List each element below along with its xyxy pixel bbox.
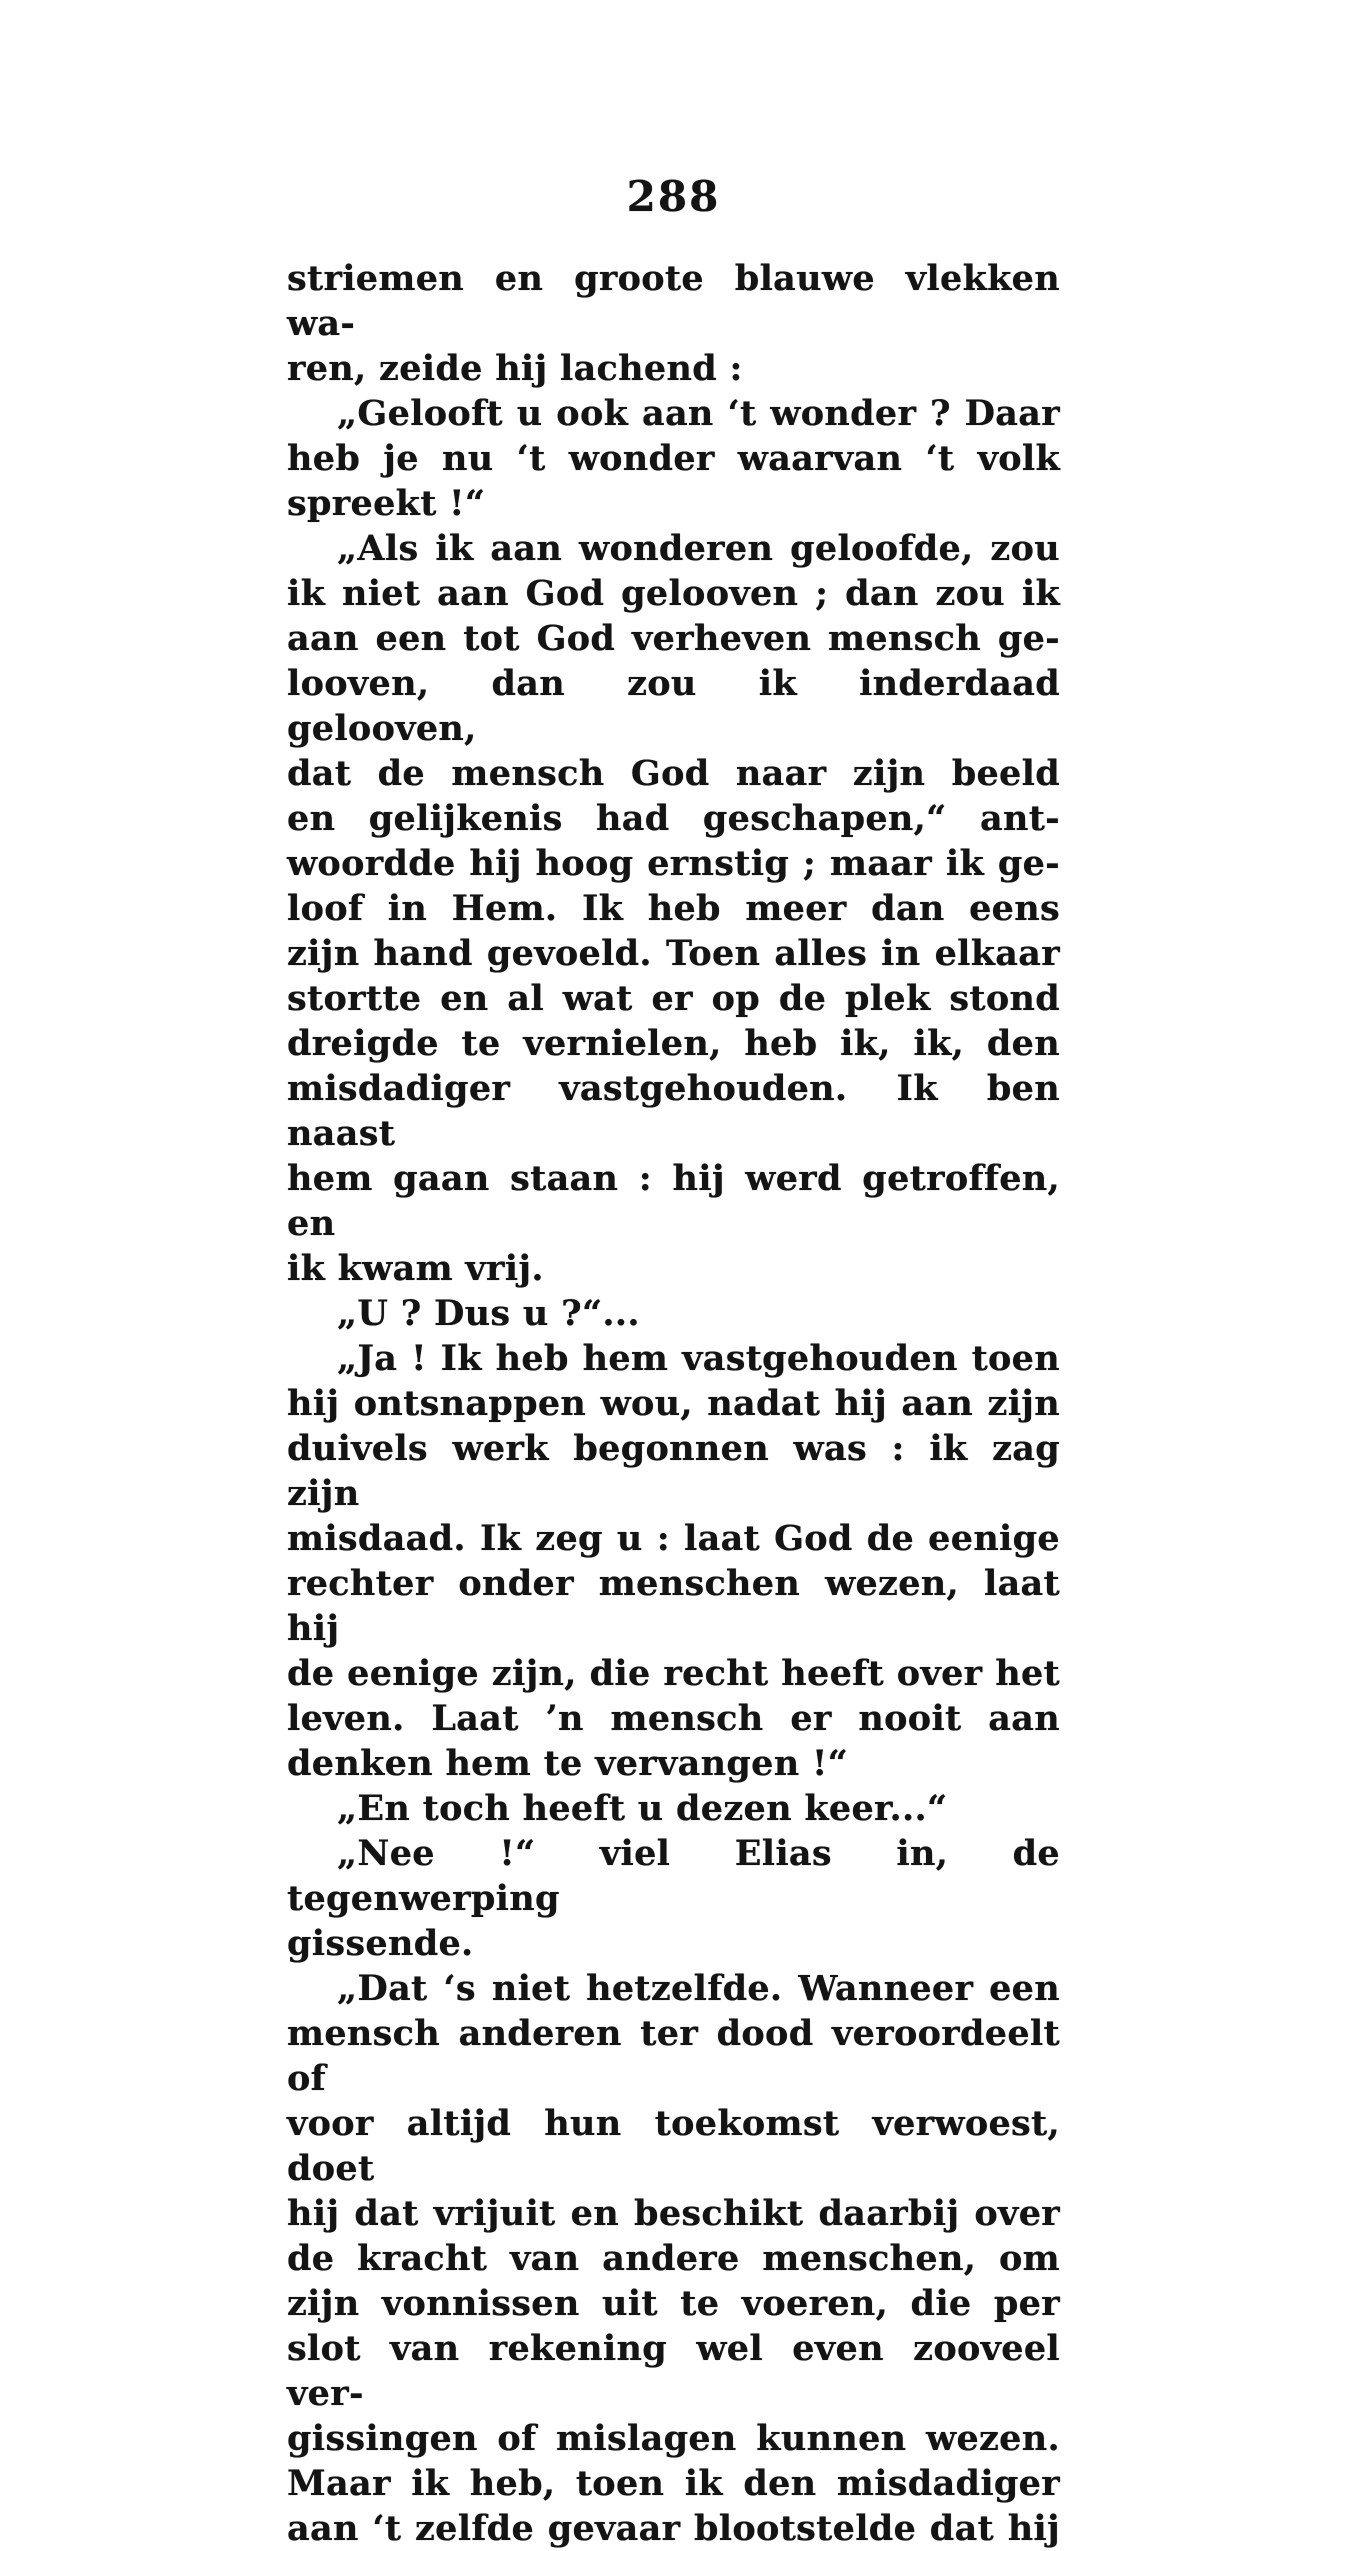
text-line: de eenige zijn, die recht heeft over het	[287, 1653, 1060, 1694]
text-line: duivels werk begonnen was : ik zag zijn	[287, 1428, 1060, 1514]
text-line: looven, dan zou ik inderdaad gelooven,	[287, 663, 1060, 749]
paragraph	[287, 1831, 1060, 1966]
text-line: hem gaan staan : hij werd getroffen, en	[287, 1158, 1060, 1244]
text-line: denken hem te vervangen !“	[287, 1743, 849, 1784]
text-line: striemen en groote blauwe vlekken wa-	[287, 258, 1060, 344]
text-line: slot van rekening wel even zooveel ver-	[287, 2328, 1060, 2414]
text-line: misdaad. Ik zeg u : laat God de eenige	[287, 1518, 1060, 1559]
text-line: „En toch heeft u dezen keer...“	[337, 1788, 948, 1829]
text-line: ik niet aan God gelooven ; dan zou ik	[287, 573, 1060, 614]
text-line: dat de mensch God naar zijn beeld	[287, 753, 1060, 794]
paragraph	[287, 1291, 1060, 1336]
paragraph	[287, 526, 1060, 1291]
text-line: zijn vonnissen uit te voeren, die per	[287, 2283, 1060, 2324]
text-line: „Gelooft u ook aan ‘t wonder ? Daar	[337, 393, 1060, 434]
text-line: hij dat vrijuit en beschikt daarbij over	[287, 2193, 1060, 2234]
paragraph	[287, 1966, 1060, 2551]
text-line: de kracht van andere menschen, om	[287, 2238, 1060, 2279]
text-line: aan een tot God verheven mensch ge-	[287, 618, 1060, 659]
text-line: gissingen of mislagen kunnen wezen.	[287, 2418, 1060, 2459]
text-line: heb je nu ‘t wonder waarvan ‘t volk	[287, 438, 1060, 479]
paragraph	[287, 256, 1060, 391]
text-line: voor altijd hun toekomst verwoest, doet	[287, 2103, 1060, 2189]
text-line: „Nee !“ viel Elias in, de tegenwerping	[287, 1833, 1060, 1919]
text-line: leven. Laat ’n mensch er nooit aan	[287, 1698, 1060, 1739]
paragraph	[287, 1786, 1060, 1831]
page-number: 288	[626, 172, 721, 221]
text-line: „Dat ‘s niet hetzelfde. Wanneer een	[337, 1968, 1060, 2009]
text-line: „Ja ! Ik heb hem vastgehouden toen	[337, 1338, 1060, 1379]
text-line: dreigde te vernielen, heb ik, ik, den	[287, 1023, 1060, 1064]
text-line: ren, zeide hij lachend :	[287, 348, 743, 389]
text-line: misdadiger vastgehouden. Ik ben naast	[287, 1068, 1060, 1154]
text-line: ik kwam vrij.	[287, 1248, 544, 1289]
text-line: woordde hij hoog ernstig ; maar ik ge-	[287, 843, 1060, 884]
text-line: spreekt !“	[287, 483, 486, 524]
text-line: „Als ik aan wonderen geloofde, zou	[337, 528, 1060, 569]
page-text	[287, 256, 1060, 2551]
paragraph	[287, 1336, 1060, 1786]
text-line: gissende.	[287, 1923, 474, 1964]
paragraph	[287, 391, 1060, 526]
text-line: Maar ik heb, toen ik den misdadiger	[287, 2463, 1060, 2504]
text-line: loof in Hem. Ik heb meer dan eens	[287, 888, 1060, 929]
text-line: aan ‘t zelfde gevaar blootstelde dat hij	[287, 2508, 1060, 2549]
text-line: „U ? Dus u ?“...	[337, 1293, 640, 1334]
text-line: rechter onder menschen wezen, laat hij	[287, 1563, 1060, 1649]
text-line: stortte en al wat er op de plek stond	[287, 978, 1060, 1019]
text-line: mensch anderen ter dood veroordeelt of	[287, 2013, 1060, 2099]
text-line: zijn hand gevoeld. Toen alles in elkaar	[287, 933, 1060, 974]
text-line: hij ontsnappen wou, nadat hij aan zijn	[287, 1383, 1060, 1424]
text-line: en gelijkenis had geschapen,“ ant-	[287, 798, 1060, 839]
